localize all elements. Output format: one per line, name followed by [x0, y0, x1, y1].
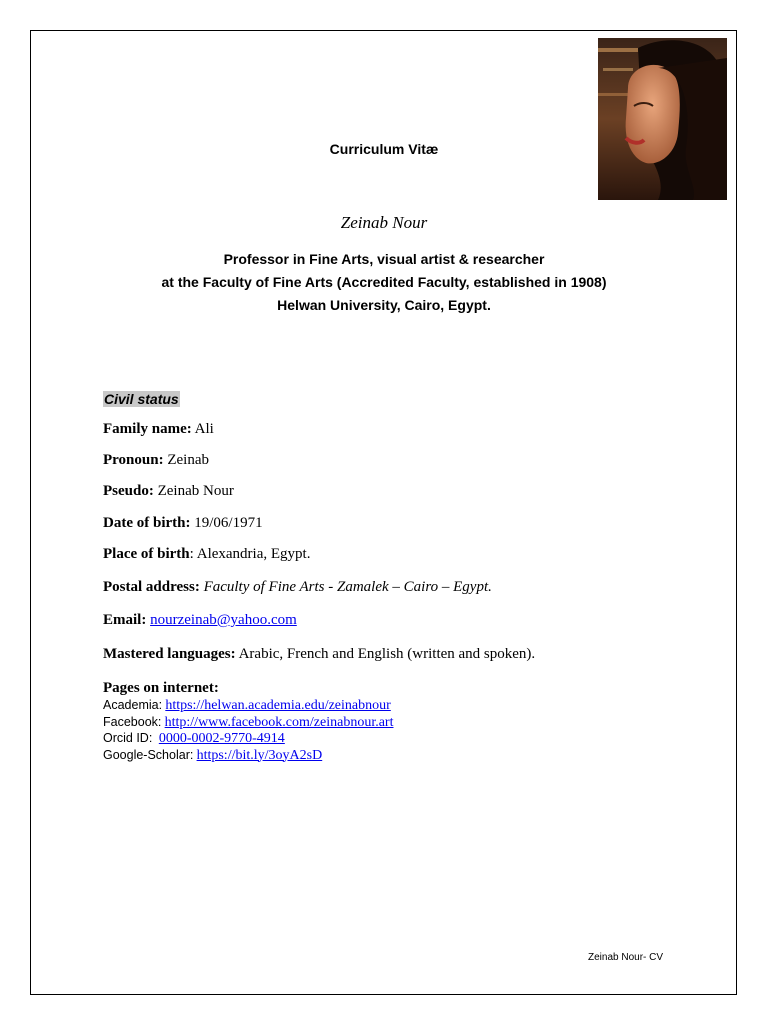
field-label: Pronoun: — [103, 452, 164, 468]
pages-heading — [103, 680, 219, 697]
field-family-name — [103, 421, 214, 438]
link-row-orcid — [103, 730, 393, 747]
field-place-of-birth — [103, 546, 310, 563]
field-value: Ali — [194, 421, 214, 437]
person-name: Zeinab Nour — [340, 213, 428, 232]
field-value: Zeinab — [167, 452, 209, 468]
section-civil-status: Civil status — [104, 391, 179, 407]
subtitle — [0, 248, 768, 317]
field-label: Family name: — [103, 421, 192, 437]
link-label: Orcid ID: — [103, 731, 153, 745]
field-label: Mastered languages: — [103, 646, 236, 662]
field-postal-address — [103, 579, 492, 596]
subtitle-line-3: Helwan University, Cairo, Egypt. — [277, 297, 491, 313]
subtitle-line-2: at the Faculty of Fine Arts (Accredited Faculty, established in 1908) — [161, 274, 607, 290]
field-label: Place of birth — [103, 546, 190, 562]
field-label: Postal address: — [103, 579, 200, 595]
orcid-link[interactable]: 0000-0002-9770-4914 — [158, 731, 285, 746]
facebook-link[interactable]: http://www.facebook.com/zeinabnour.art — [164, 714, 394, 730]
field-label: Pseudo: — [103, 483, 154, 499]
field-pseudo — [103, 483, 234, 500]
field-value: Zeinab Nour — [157, 483, 234, 499]
field-label: Email: — [103, 612, 147, 628]
field-value: Faculty of Fine Arts - Zamalek – Cairo – Egypt. — [203, 579, 492, 595]
page-footer: Zeinab Nour- CV — [588, 952, 664, 963]
link-label: Academia: — [103, 698, 163, 712]
field-pronoun — [103, 452, 209, 469]
link-row-facebook — [103, 714, 393, 731]
subtitle-line-1: Professor in Fine Arts, visual artist & researcher — [223, 251, 545, 267]
field-email — [103, 612, 297, 629]
field-value: : Alexandria, Egypt. — [189, 546, 311, 562]
link-label: Google-Scholar: — [103, 747, 194, 762]
link-label: Facebook: — [103, 714, 162, 729]
scholar-link[interactable]: https://bit.ly/3oyA2sD — [196, 747, 323, 763]
profile-photo — [598, 38, 727, 200]
link-row-scholar — [103, 747, 393, 764]
email-link[interactable]: nourzeinab@yahoo.com — [150, 612, 297, 628]
academia-link[interactable]: https://helwan.academia.edu/zeinabnour — [165, 698, 391, 713]
link-row-academia — [103, 697, 393, 714]
field-label: Date of birth: — [103, 515, 191, 531]
document-title: Curriculum Vitæ — [329, 141, 439, 157]
field-value: 19/06/1971 — [194, 515, 263, 531]
field-languages — [103, 646, 535, 663]
field-value: Arabic, French and English (written and spoken). — [238, 646, 536, 662]
internet-links — [103, 697, 393, 763]
field-date-of-birth — [103, 515, 263, 532]
pages-heading-text: Pages on internet: — [103, 680, 219, 696]
